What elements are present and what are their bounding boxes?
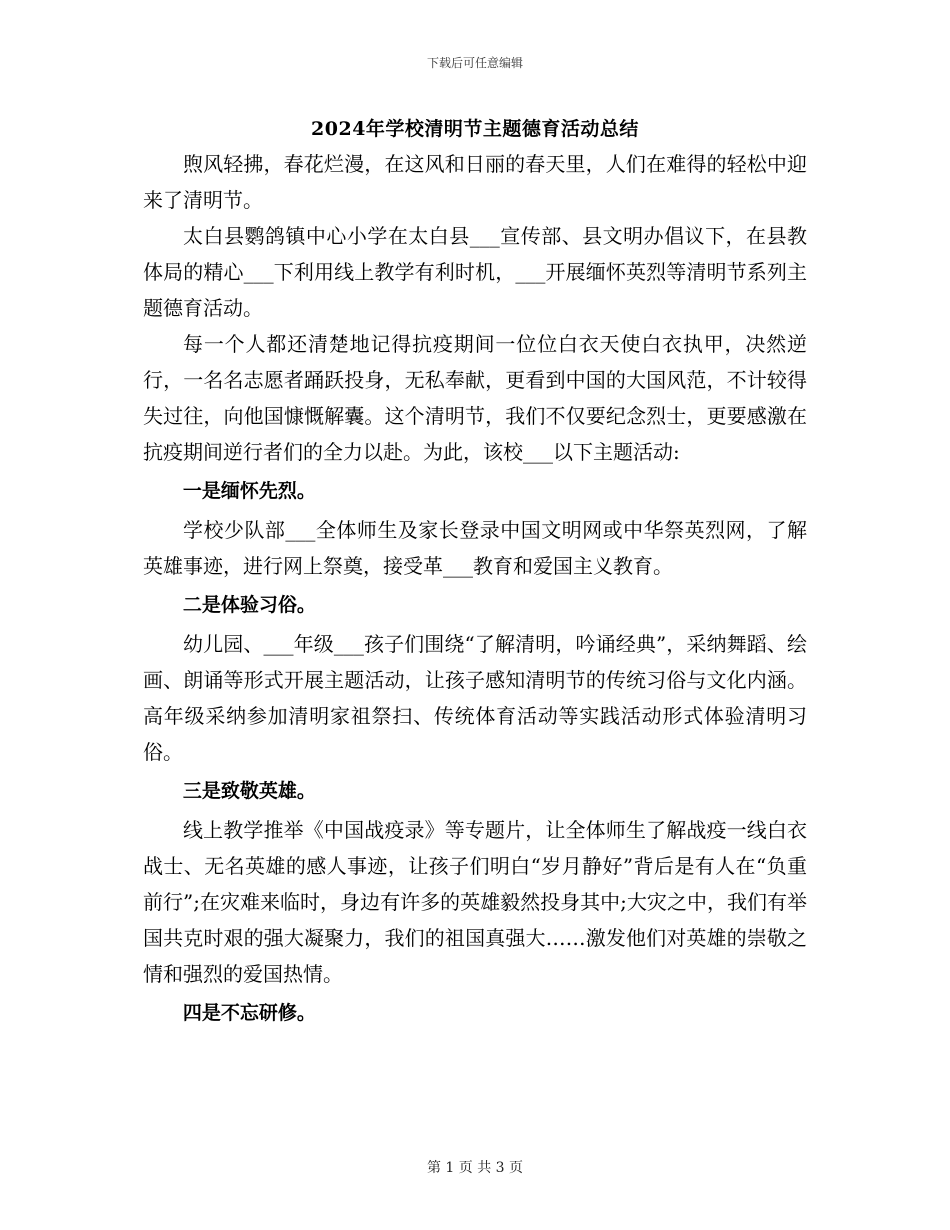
page-footer: 第 1 页 共 3 页 bbox=[426, 1160, 524, 1176]
section-heading-2: 二是体验习俗。 bbox=[182, 594, 316, 616]
section-heading-4: 四是不忘研修。 bbox=[182, 1002, 316, 1024]
section-heading-1: 一是缅怀先烈。 bbox=[182, 480, 316, 502]
paragraph-section-2: 幼儿园、___年级___孩子们围绕“了解清明，吟诵经典”，采纳舞蹈、绘画、朗诵等形式开展主题活动，让孩子感知清明节的传统习俗与文化内涵。高年级采纳参加清明家祖祭扫、传统体育活动等实践活动形式体验清明习俗。 bbox=[143, 632, 807, 764]
document-body bbox=[143, 146, 807, 1034]
document-title: 2024年学校清明节主题德育活动总结 bbox=[311, 118, 639, 140]
paragraph-background: 太白县鹦鸽镇中心小学在太白县___宣传部、县文明办倡议下，在县教体局的精心___下利用线上教学有利时机，___开展缅怀英烈等清明节系列主题德育活动。 bbox=[143, 224, 807, 320]
section-heading-3: 三是致敬英雄。 bbox=[182, 780, 316, 802]
header-note: 下载后可任意编辑 bbox=[426, 56, 523, 70]
paragraph-section-3: 线上教学推举《中国战疫录》等专题片，让全体师生了解战疫一线白衣战士、无名英雄的感人事迹，让孩子们明白“岁月静好”背后是有人在“负重前行”;在灾难来临时，身边有许多的英雄毅然投身其中;大灾之中，我们有举国共克时艰的强大凝聚力，我们的祖国真强大……激发他们对英雄的崇敬之情和强烈的爱国热情。 bbox=[143, 818, 807, 986]
paragraph-section-1: 学校少队部___全体师生及家长登录中国文明网或中华祭英烈网，了解英雄事迹，进行网上祭奠，接受革___教育和爱国主义教育。 bbox=[143, 518, 807, 578]
paragraph-purpose: 每一个人都还清楚地记得抗疫期间一位位白衣天使白衣执甲，决然逆行，一名名志愿者踊跃投身，无私奉献，更看到中国的大国风范，不计较得失过往，向他国慷慨解囊。这个清明节，我们不仅要纪念烈士，更要感激在抗疫期间逆行者们的全力以赴。为此，该校___以下主题活动: bbox=[143, 332, 807, 464]
paragraph-intro: 煦风轻拂，春花烂漫，在这风和日丽的春天里，人们在难得的轻松中迎来了清明节。 bbox=[143, 152, 807, 212]
